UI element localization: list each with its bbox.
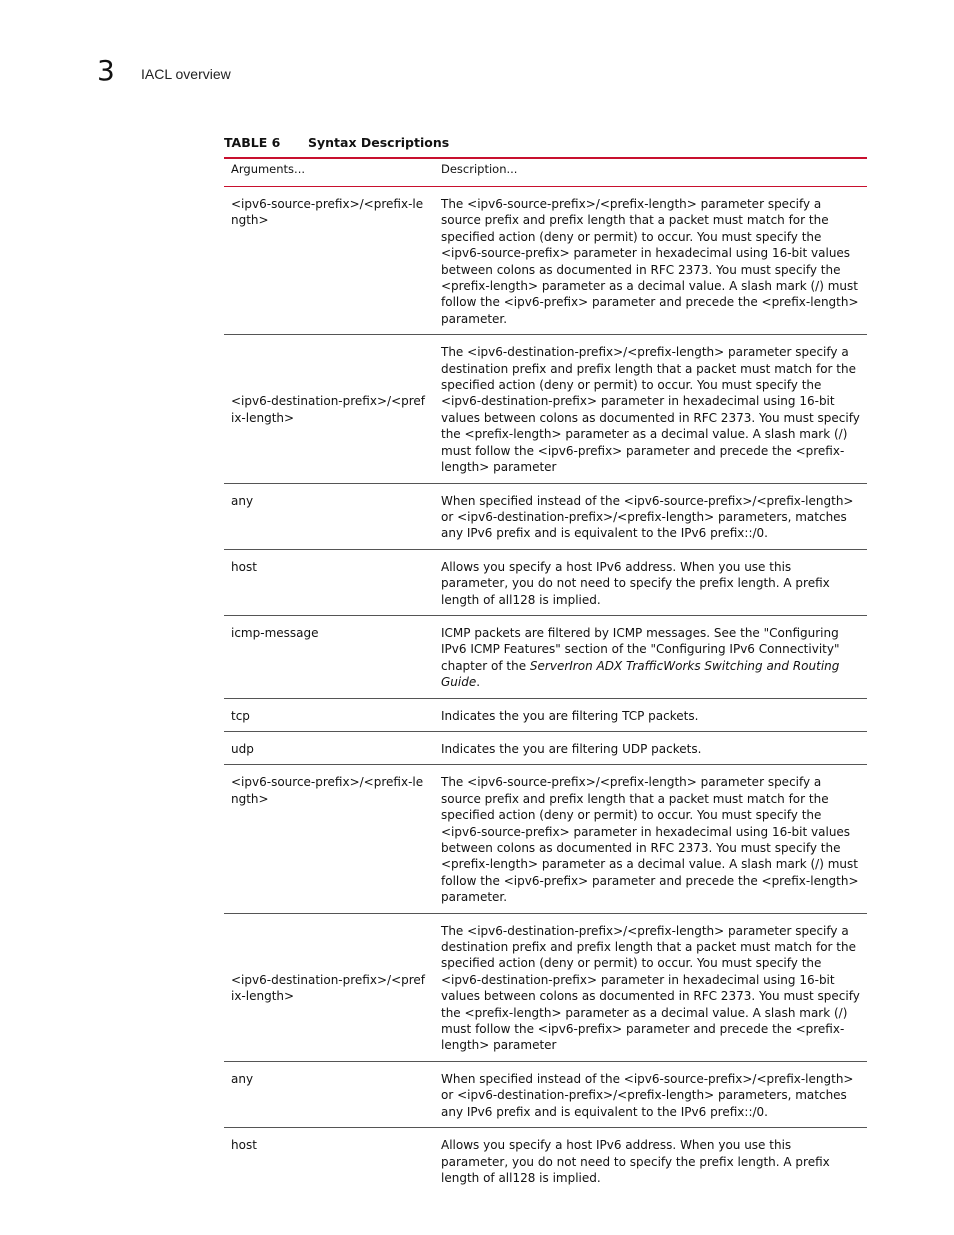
argument-cell: any (224, 1061, 434, 1127)
argument-cell: any (224, 483, 434, 549)
chapter-number: 3 (97, 54, 115, 87)
table-row (224, 615, 867, 698)
column-header-description: Description... (434, 159, 867, 187)
table-row (224, 1128, 867, 1194)
column-header-arguments: Arguments... (224, 159, 434, 187)
table-row (224, 698, 867, 731)
description-cell: When specified instead of the <ipv6-source-prefix>/<prefix-length> or <ipv6-destination-prefix>/<prefix-length> parameters, matches any IPv6 prefix and is equivalent to the IPv6 prefix::/0. (434, 1061, 867, 1127)
description-tail: . (476, 675, 481, 690)
guide-title-reference: ServerIron ADX TrafficWorks Switching and Routing Guide (441, 658, 840, 690)
table-row (224, 187, 867, 335)
table-row (224, 549, 867, 615)
description-cell: When specified instead of the <ipv6-source-prefix>/<prefix-length> or <ipv6-destination-prefix>/<prefix-length> parameters, matches any IPv6 prefix and is equivalent to the IPv6 prefix::/0. (434, 483, 867, 549)
table-caption-label: TABLE 6 (224, 135, 281, 150)
argument-cell: udp (224, 731, 434, 764)
table-row (224, 483, 867, 549)
description-cell: Indicates the you are filtering TCP packets. (434, 698, 867, 731)
table-row (224, 765, 867, 913)
table-row (224, 913, 867, 1061)
argument-cell: host (231, 1138, 257, 1153)
table-row (224, 731, 867, 764)
description-cell: Allows you specify a host IPv6 address. When you use this parameter, you do not need to specify the prefix length. A prefix length of all128 is implied. (441, 1138, 830, 1185)
description-cell: Allows you specify a host IPv6 address. When you use this parameter, you do not need to specify the prefix length. A prefix length of all128 is implied. (434, 549, 867, 615)
argument-cell: <ipv6-destination-prefix>/<prefix-length> (224, 335, 434, 483)
argument-cell: <ipv6-source-prefix>/<prefix-length> (224, 187, 434, 335)
description-cell: The <ipv6-destination-prefix>/<prefix-length> parameter specify a destination prefix and prefix length that a packet must match for the specified action (deny or permit) to occur. You must specify the <ipv6-destination-prefix> parameter in hexadecimal using 16-bit values between colons as documented in RFC 2373. You must specify the <prefix-length> parameter as a decimal value. A slash mark (/) must follow the <ipv6-prefix> parameter and precede the <prefix-length> parameter (434, 335, 867, 483)
argument-cell: <ipv6-source-prefix>/<prefix-length> (224, 765, 434, 913)
argument-cell: icmp-message (224, 615, 434, 698)
argument-cell: host (224, 549, 434, 615)
description-text: ICMP packets are filtered by ICMP messages. See the "Configuring IPv6 ICMP Features" section of the "Configuring IPv6 Connectivity" chapter of the (441, 625, 840, 673)
syntax-descriptions-table (224, 159, 867, 1193)
table-caption-title: Syntax Descriptions (308, 135, 450, 150)
table-caption (224, 135, 867, 150)
table-row (224, 1061, 867, 1127)
table-row (224, 335, 867, 483)
chapter-title: IACL overview (141, 66, 231, 82)
argument-cell: <ipv6-destination-prefix>/<prefix-length> (224, 913, 434, 1061)
description-cell: Indicates the you are filtering UDP packets. (434, 731, 867, 764)
description-cell: The <ipv6-source-prefix>/<prefix-length> parameter specify a source prefix and prefix length that a packet must match for the specified action (deny or permit) to occur. You must specify the <ipv6-source-prefix> parameter in hexadecimal using 16-bit values between colons as documented in RFC 2373. You must specify the <prefix-length> parameter as a decimal value. A slash mark (/) must follow the <ipv6-prefix> parameter and precede the <prefix-length> parameter. (434, 187, 867, 335)
description-cell (434, 615, 867, 698)
description-cell: The <ipv6-source-prefix>/<prefix-length> parameter specify a source prefix and prefix length that a packet must match for the specified action (deny or permit) to occur. You must specify the <ipv6-source-prefix> parameter in hexadecimal using 16-bit values between colons as documented in RFC 2373. You must specify the <prefix-length> parameter as a decimal value. A slash mark (/) must follow the <ipv6-prefix> parameter and precede the <prefix-length> parameter. (434, 765, 867, 913)
description-cell: The <ipv6-destination-prefix>/<prefix-length> parameter specify a destination prefix and prefix length that a packet must match for the specified action (deny or permit) to occur. You must specify the <ipv6-destination-prefix> parameter in hexadecimal using 16-bit values between colons as documented in RFC 2373. You must specify the <prefix-length> parameter as a decimal value. A slash mark (/) must follow the <ipv6-prefix> parameter and precede the <prefix-length> parameter (434, 913, 867, 1061)
table-header-row (224, 159, 867, 187)
argument-cell: tcp (224, 698, 434, 731)
